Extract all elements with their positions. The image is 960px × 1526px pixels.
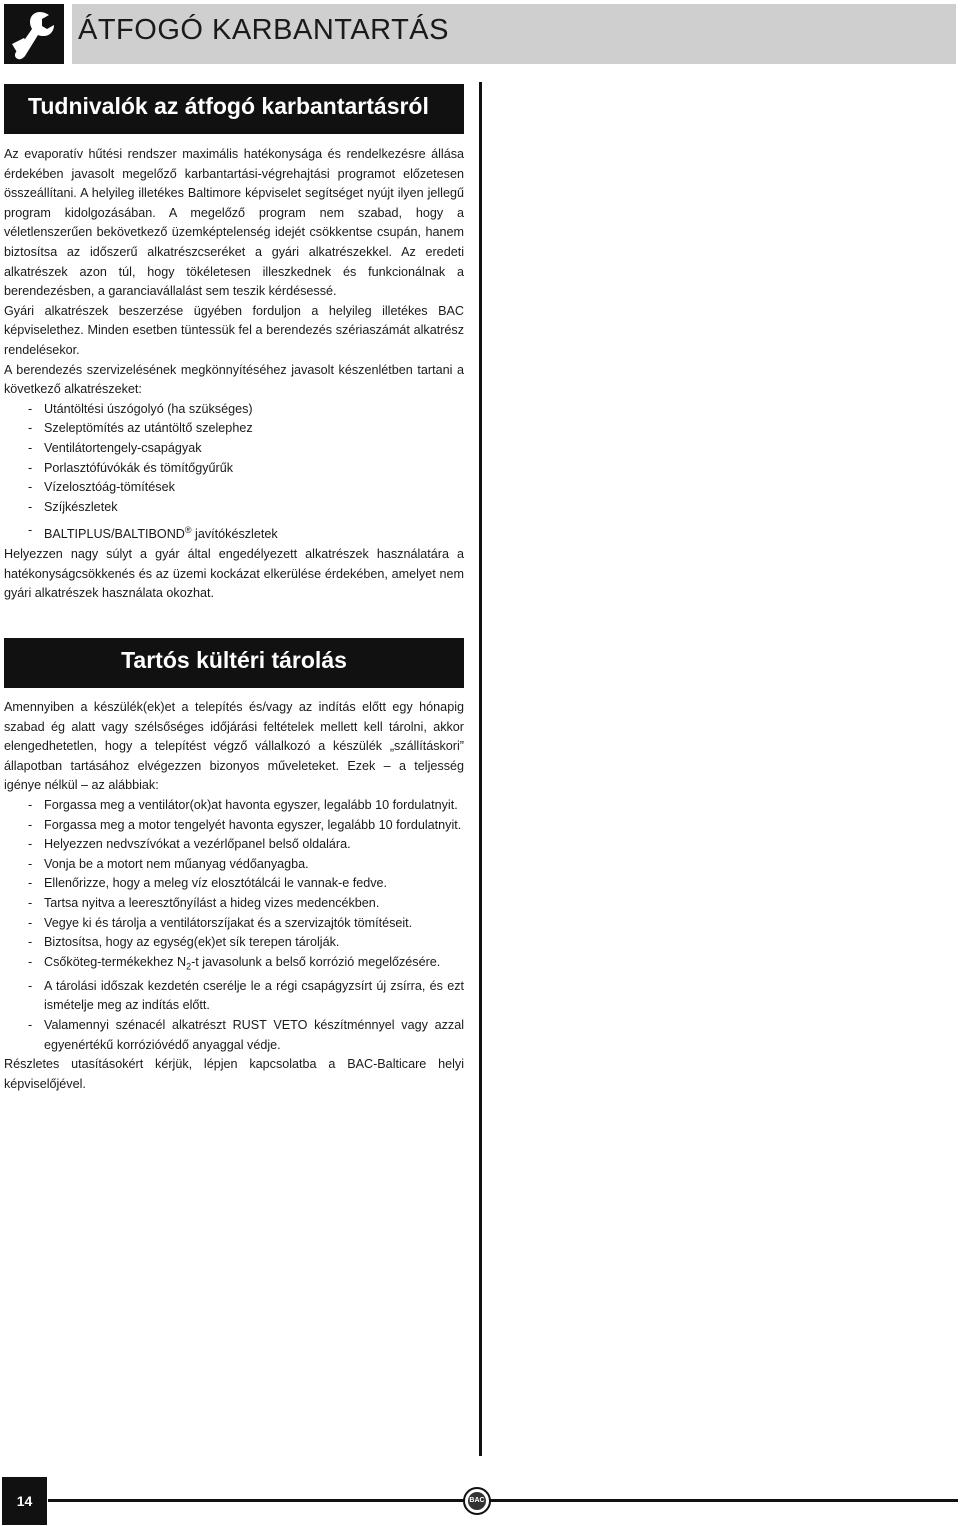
paragraph: A berendezés szervizelésének megkönnyítéséhez javasolt készenlétben tartani a következő alkatrészeket:: [4, 362, 464, 397]
bac-logo-icon: [463, 1487, 491, 1515]
parts-list: [4, 400, 464, 545]
list-item: - Vegye ki és tárolja a ventilátorszíjakat és a szervizajtók tömítéseit.: [4, 914, 464, 934]
item-text: javítókészletek: [191, 527, 278, 542]
page-number: 14: [2, 1477, 47, 1525]
registered-mark: ®: [184, 525, 192, 536]
list-item: - A tárolási időszak kezdetén cserélje le a régi csapágyzsírt új zsírra, és ezt ismételje meg az indítás előtt.: [4, 977, 464, 1016]
list-item: [4, 953, 464, 977]
list-item: - Ventilátortengely-csapágyak: [4, 439, 464, 459]
list-item: - Forgassa meg a motor tengelyét havonta egyszer, legalább 10 fordulatnyit.: [4, 816, 464, 836]
section-body: [4, 698, 464, 1094]
item-text: Csőköteg-termékekhez N: [44, 954, 187, 969]
page-title: ÁTFOGÓ KARBANTARTÁS: [78, 14, 449, 46]
section-body: [4, 145, 464, 604]
footer-rule: [48, 1499, 958, 1502]
section-heading-bar: [4, 84, 464, 134]
paragraph: Amennyiben a készülék(ek)et a telepítés és/vagy az indítás előtt egy hónapig szabad ég alatt vagy szélsőséges időjárási feltételek mellett kell tárolni, akkor elengedhetetlen, hogy a telepítést végző vállalkozó a készülék „szállításkori” állapotban tartásához elvégezzen bizonyos műveleteket. Ezek – a teljesség igénye nélkül – az alábbiak:: [4, 700, 464, 793]
list-item: - Helyezzen nedvszívókat a vezérlőpanel belső oldalára.: [4, 835, 464, 855]
list-item: - Szeleptömítés az utántöltő szelephez: [4, 419, 464, 439]
storage-steps-list: [4, 796, 464, 1055]
item-text: BALTIPLUS/BALTIBOND: [44, 527, 185, 542]
paragraph: Részletes utasításokért kérjük, lépjen kapcsolatba a BAC-Balticare helyi képviselőjével.: [4, 1057, 464, 1091]
logo-text: BAC: [468, 1492, 486, 1510]
list-item: - Ellenőrizze, hogy a meleg víz elosztótálcái le vannak-e fedve.: [4, 874, 464, 894]
item-text: -t javasolunk a belső korrózió megelőzésére.: [191, 954, 441, 969]
section-heading: Tartós kültéri tárolás: [121, 647, 347, 673]
list-item: - Valamennyi szénacél alkatrészt RUST VETO készítménnyel vagy azzal egyenértékű korrózióvédő anyaggal védje.: [4, 1016, 464, 1055]
list-item: [4, 521, 464, 545]
list-item: - Vonja be a motort nem műanyag védőanyagba.: [4, 855, 464, 875]
section-heading-bar: [4, 638, 464, 688]
paragraph: Az evaporatív hűtési rendszer maximális hatékonysága és rendelkezésre állása érdekében javasolt megelőző karbantartási-végrehajtási programot előzetesen összeállítani. A helyileg illetékes Baltimore képviselet segítséget nyújt ilyen jellegű program kidolgozásában. A megelőző program nem szabad, hogy a véletlenszerűen bekövetkező üzemképtelenség idejét csökkentse csupán, hanem biztosítsa az időszerű alkatrészcseréket a gyári alkatrészekkel. Az eredeti alkatrészek azon túl, hogy tökéletesen illeszkednek és funkcionálnak a berendezésben, a garanciavállalást sem teszik kérdésessé.: [4, 147, 464, 299]
wrench-hand-icon: [4, 4, 64, 64]
list-item: - Tartsa nyitva a leeresztőnyílást a hideg vizes medencékben.: [4, 894, 464, 914]
paragraph: Helyezzen nagy súlyt a gyár által engedélyezett alkatrészek használatára a hatékonyságcsökkenés és az üzemi kockázat elkerülése érdekében, amelyet nem gyári alkatrészek használata okozhat.: [4, 547, 464, 601]
list-item: - Biztosítsa, hogy az egység(ek)et sík terepen tárolják.: [4, 933, 464, 953]
list-item: - Szíjkészletek: [4, 498, 464, 518]
section-heading: Tudnivalók az átfogó karbantartásról: [28, 93, 429, 119]
column-divider: [479, 82, 482, 1456]
list-item: - Utántöltési úszógolyó (ha szükséges): [4, 400, 464, 420]
paragraph: Gyári alkatrészek beszerzése ügyében forduljon a helyileg illetékes BAC képviselethez. Minden esetben tüntessük fel a berendezés szériaszámát alkatrész rendelésekor.: [4, 303, 464, 357]
list-item: - Porlasztófúvókák és tömítőgyűrűk: [4, 459, 464, 479]
list-item: - Forgassa meg a ventilátor(ok)at havonta egyszer, legalább 10 fordulatnyit.: [4, 796, 464, 816]
subscript: 2: [186, 961, 192, 972]
list-item: - Vízelosztóág-tömítések: [4, 478, 464, 498]
